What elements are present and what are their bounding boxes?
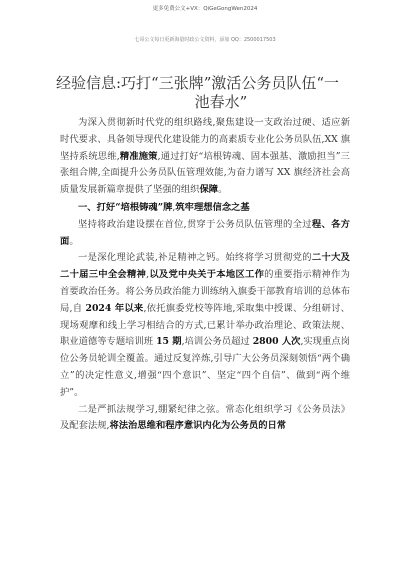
section-1-paragraph-1: 坚持将政治建设摆在首位,贯穿于公务员队伍管理的全过程、各方面。 [60,218,350,247]
emphasis-text: 筑牢理想信念之基 [175,201,250,213]
section-1-paragraph-3: 二是严抓法规学习,绷紧纪律之弦。常态化组织学习《公务员法》及配套法规,将法治思维和程序意识内化为公务员的日常 [60,403,350,432]
document-title [56,74,356,112]
emphasis-text: 二十大及二十届三中全会精神 [60,252,350,281]
section-1-paragraph-2: 一是深化理论武装,补足精神之钙。始终将学习贯彻党的二十大及二十届三中全会精神,以及党中央关于本地区工作的重要指示精神作为首要政治任务。将公务员政治能力训练纳入旗委干部教育培训的总体布局,自 2024 年以来,依托旗委党校等阵地,采取集中授课、分组研讨、现场观摩和线上学习相结合的方式,已累计举办政治理论、政策法规、职业道德等专题培训班 15 期,培训公务员超过 2800 人次,实现重点岗位公务员轮训全覆盖。通过反复淬炼,引导广大公务员深刻领悟“两个确立”的决定性意义,增强“四个意识”、坚定“四个自信”、做到“两个维护”。 [60,252,350,398]
emphasis-text: 2024 年以来 [85,302,144,314]
emphasis-text: 程、各方面 [60,218,350,247]
emphasis-text: 一、打好“培根铸魂”牌 [78,201,173,213]
title-line-1: 经验信息:巧打“三张牌”激活公务员队伍“一 [56,74,340,92]
header-sub-line: 七哥公文每日更新海量时政公文资料，添加 QQ：2500017503 [134,37,276,43]
title-line-2: 池春水” [194,93,248,111]
emphasis-text: 2800 人次 [252,336,301,348]
emphasis-text: 保障 [199,184,219,196]
document-body [60,115,350,435]
emphasis-text: 将法治思维和程序意识内化为公务员的日常 [109,420,287,432]
intro-paragraph: 为深入贯彻新时代党的组织路线,聚焦建设一支政治过硬、适应新时代要求、具备领导现代化建设能力的高素质专业化公务员队伍,XX 旗坚持系统思维,精准施策,通过打好“培根铸魂、固本强基、激励担当”三张组合牌,全面提升公务员队伍管理效能,为奋力谱写 XX 旗经济社会高质量发展新篇章提供了坚强的组织保障。 [60,117,350,196]
section-1-heading: 一、打好“培根铸魂”牌,筑牢理想信念之基 [78,201,250,213]
header-top-line: 更多免费公文+VX：QiGeGongWen2024 [152,6,258,12]
emphasis-text: 以及党中央关于本地区工作 [149,269,265,281]
emphasis-text: 精准施策 [119,150,158,162]
emphasis-text: 15 期 [156,336,182,348]
